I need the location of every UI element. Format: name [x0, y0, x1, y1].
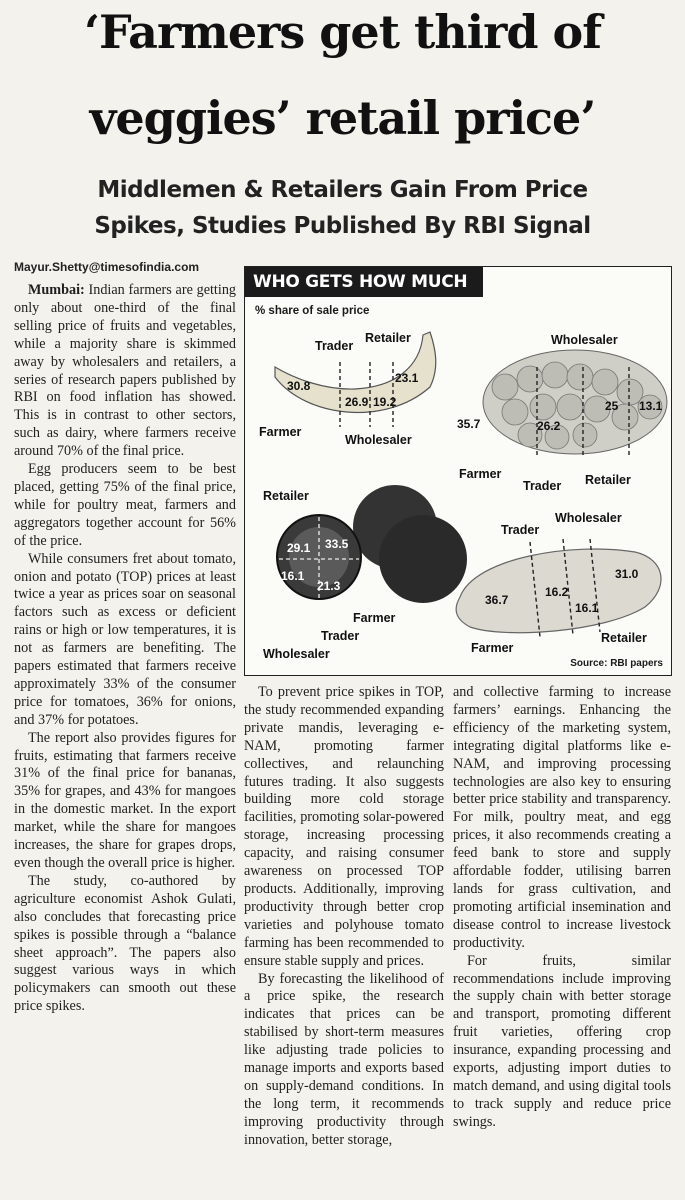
infographic-title: WHO GETS HOW MUCH: [245, 267, 483, 297]
grapes-farmer-label: Farmer: [459, 467, 502, 481]
mango-trader-label: Trader: [501, 523, 540, 537]
grapes-farmer-value: 35.7: [457, 417, 481, 431]
grapes-trader-label: Trader: [523, 479, 562, 493]
tomato-retailer-label: Retailer: [263, 489, 309, 503]
paragraph: and collective farming to increase farmers’ earnings. Enhancing the efficiency of the marketing system, integrating digital platforms like e-NAM, and improving processing technologies are also key to ensuring better price stability and transparency. For milk, poultry meat, and egg prices, it also recommends creating a feed bank to store and supply affordable fodder, utilising barren lands for grass cultivation, and promoting artificial insemination and disease control to increase livestock productivity.: [453, 684, 671, 951]
mango-farmer-label: Farmer: [471, 641, 514, 655]
grapes-trader-value: 26.2: [537, 419, 561, 433]
banana-farmer-label: Farmer: [259, 425, 302, 439]
paragraph: While consumers fret about tomato, onion and potato (TOP) prices at least twice a year as prices soar on seasonal factors such as excess or deficient rains or high or low temperatures, it is not as farmers are benefiting. The papers estimated that farmers receive approximately 33% of the consumer price for tomatoes, 36% for onions, and 37% for potatoes.: [14, 550, 236, 728]
tomato-farmer-value: 33.5: [325, 537, 349, 551]
paragraph: By forecasting the likelihood of a price spike, the research indicates that prices can be stabilised by short-term measures like adjusting trade policies to manage imports and exports based on supply-demand conditions. In the long term, it recommends improving productivity through innovation, better storage,: [244, 970, 444, 1148]
tomato-retailer-value: 29.1: [287, 541, 311, 555]
mango-farmer-value: 36.7: [485, 593, 509, 607]
infographic-source: Source: RBI papers: [570, 658, 663, 669]
banana-retailer-label: Retailer: [365, 331, 411, 345]
article-column-3: [453, 684, 671, 1132]
article-column-2: [244, 684, 444, 1150]
headline-line-1: ‘Farmers get third of: [83, 5, 602, 59]
subheadline-line-2: Spikes, Studies Published By RBI Signal: [94, 213, 591, 239]
paragraph: To prevent price spikes in TOP, the study recommended expanding private mandis, leveraging e-NAM, promoting farmer collectives, and relaunching futures trading. It also suggests building more cold storage facilities, promoting solar-powered storage, increasing processing capacity, and raising consumer awareness on processed TOP products. Additionally, improving productivity through better crop varieties and polyhouse tomato farming has been recommended to ensure stable supply and prices.: [244, 684, 444, 969]
infographic-illustration: [245, 267, 671, 675]
tomato-trader-value: 21.3: [317, 579, 341, 593]
subheadline-line-1: Middlemen & Retailers Gain From Price: [97, 177, 588, 203]
paragraph: [14, 282, 236, 461]
mango-wholesaler-label: Wholesaler: [555, 511, 622, 525]
banana-wholesaler-label: Wholesaler: [345, 433, 412, 447]
banana-trader-label: Trader: [315, 339, 354, 353]
banana-retailer-value: 23.1: [395, 371, 419, 385]
mango-wholesaler-value: 16.1: [575, 601, 599, 615]
paragraph: Egg producers seem to be best placed, getting 75% of the final price, while for poultry meat, farmers and aggregators together account for 56% of the price.: [14, 461, 236, 549]
tomato-farmer-label: Farmer: [353, 611, 396, 625]
tomato-wholesaler-value: 16.1: [281, 569, 305, 583]
banana-wholesaler-value: 19.2: [373, 395, 397, 409]
paragraph: The report also provides figures for fruits, estimating that farmers receive 31% of the final price for bananas, 35% for grapes, and 43% for mangoes in the domestic market. In the export market, while the share for mangoes increases, the share for grapes drops, even though the overall price is higher.: [14, 729, 236, 871]
tomato-wholesaler-label: Wholesaler: [263, 647, 330, 661]
dateline: Mumbai:: [28, 282, 85, 298]
tomato-trader-label: Trader: [321, 629, 360, 643]
mango-retailer-value: 31.0: [615, 567, 639, 581]
banana-farmer-value: 30.8: [287, 379, 311, 393]
infographic-who-gets-how-much: [244, 266, 672, 676]
mango-trader-value: 16.2: [545, 585, 569, 599]
paragraph-text: Indian farmers are getting only about one-third of the final selling price of fruits and vegetables, while a majority share is skimmed away by wholesalers and retailers, a series of research papers published by RBI on food inflation has showed. This is in contrast to other sectors, such as dairy, where farmers receive around 70% of the final price.: [14, 282, 237, 460]
grapes-wholesaler-value: 25: [605, 399, 619, 413]
grapes-wholesaler-label: Wholesaler: [551, 333, 618, 347]
headline-line-2: veggies’ retail price’: [89, 91, 596, 145]
infographic-subtitle: % share of sale price: [255, 305, 370, 317]
paragraph: For fruits, similar recommendations include improving the supply chain with better storage and transport, promoting different fruit varieties, offering crop insurance, expanding processing and exports, adjusting import duties to match demand, and using digital tools to track supply and reduce price swings.: [453, 952, 671, 1130]
paragraph: The study, co-authored by agriculture economist Ashok Gulati, also concludes that forecasting price spikes is possible through a “balance sheet approach”. The papers also suggest various ways in which policymakers can smooth out these price spikes.: [14, 872, 236, 1015]
article-column-1: [14, 282, 236, 1016]
grapes-retailer-label: Retailer: [585, 473, 631, 487]
byline: Mayur.Shetty@timesofindia.com: [14, 260, 200, 274]
grapes-retailer-value: 13.1: [639, 399, 663, 413]
mango-retailer-label: Retailer: [601, 631, 647, 645]
subheadline: [0, 172, 685, 244]
banana-trader-value: 26.9: [345, 395, 369, 409]
